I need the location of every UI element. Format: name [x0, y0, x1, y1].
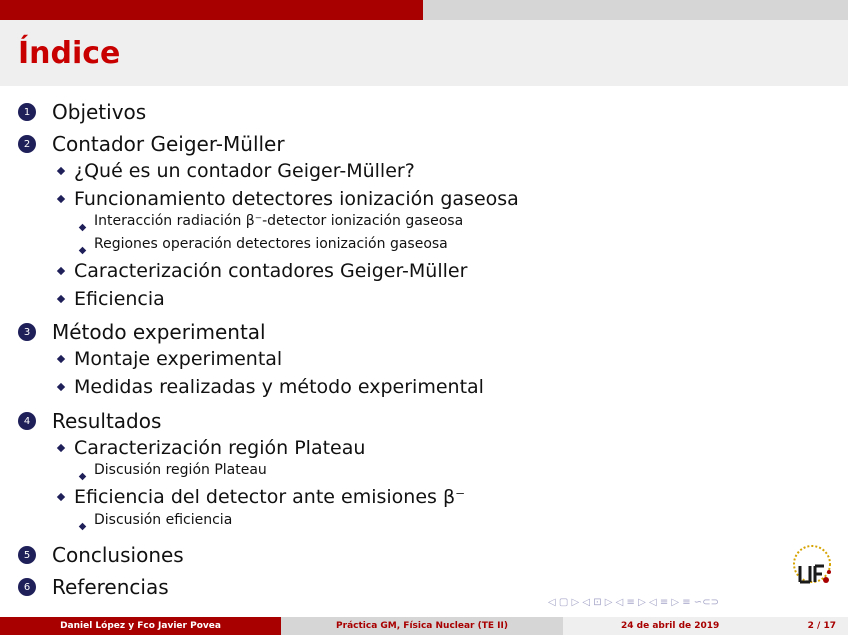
section-label: Referencias — [52, 575, 169, 599]
bullet-icon — [56, 443, 66, 453]
toc-section-4[interactable] — [18, 409, 161, 433]
toc-subsubsection[interactable]: Discusión eficiencia — [78, 512, 232, 528]
toc-section-6[interactable] — [18, 575, 169, 599]
toc-subsection[interactable]: Montaje experimental — [56, 348, 282, 370]
section-number-ball: 6 — [18, 578, 36, 596]
toc-subsection[interactable]: Eficiencia — [56, 288, 165, 310]
bullet-icon — [56, 266, 66, 276]
slide-title: Índice — [18, 36, 121, 71]
toc-subsection[interactable]: Funcionamiento detectores ionización gaseosa — [56, 188, 519, 210]
bullet-icon — [56, 492, 66, 502]
section-label: Método experimental — [52, 320, 266, 344]
toc-section-5[interactable] — [18, 543, 184, 567]
bullet-icon — [56, 382, 66, 392]
toc-subsection[interactable]: ¿Qué es un contador Geiger-Müller? — [56, 160, 415, 182]
footer — [0, 617, 848, 635]
progress-bar — [0, 0, 848, 20]
toc-section-2[interactable] — [18, 132, 285, 156]
section-label: Contador Geiger-Müller — [52, 132, 285, 156]
section-number-ball: 2 — [18, 135, 36, 153]
toc-section-3[interactable] — [18, 320, 266, 344]
toc-subsubsection[interactable]: Discusión región Plateau — [78, 462, 267, 478]
bullet-icon — [78, 516, 87, 525]
university-logo — [784, 542, 840, 596]
toc-subsubsection[interactable]: Interacción radiación β⁻-detector ionización gaseosa — [78, 213, 463, 229]
bullet-icon — [78, 240, 87, 249]
section-label: Resultados — [52, 409, 162, 433]
bullet-icon — [56, 354, 66, 364]
toc-subsubsection[interactable]: Regiones operación detectores ionización gaseosa — [78, 236, 448, 252]
footer-right — [563, 617, 848, 635]
toc-subsection[interactable]: Caracterización contadores Geiger-Müller — [56, 260, 467, 282]
toc-subsection[interactable]: Eficiencia del detector ante emisiones β⁻ — [56, 486, 465, 508]
section-number-ball: 5 — [18, 546, 36, 564]
beamer-navigation[interactable]: ◁ ▢ ▷ ◁ ⊡ ▷ ◁ ≡ ▷ ◁ ≡ ▷ ≡ ∽⊂⊃ — [548, 597, 719, 608]
toc-section-1[interactable] — [18, 100, 146, 124]
section-label: Conclusiones — [52, 543, 184, 567]
footer-authors: Daniel López y Fco Javier Povea — [0, 617, 281, 635]
bullet-icon — [78, 466, 87, 475]
bullet-icon — [78, 217, 87, 226]
title-bar — [0, 20, 848, 86]
footer-date: 24 de abril de 2019 — [621, 621, 720, 631]
bullet-icon — [56, 166, 66, 176]
section-number-ball: 1 — [18, 103, 36, 121]
progress-fill — [0, 0, 423, 20]
section-number-ball: 4 — [18, 412, 36, 430]
toc-subsection[interactable]: Caracterización región Plateau — [56, 437, 365, 459]
section-number-ball: 3 — [18, 323, 36, 341]
footer-course: Práctica GM, Física Nuclear (TE II) — [281, 617, 563, 635]
footer-page: 2 / 17 — [807, 621, 836, 631]
bullet-icon — [56, 194, 66, 204]
bullet-icon — [56, 294, 66, 304]
section-label: Objetivos — [52, 100, 147, 124]
toc-subsection[interactable]: Medidas realizadas y método experimental — [56, 376, 484, 398]
